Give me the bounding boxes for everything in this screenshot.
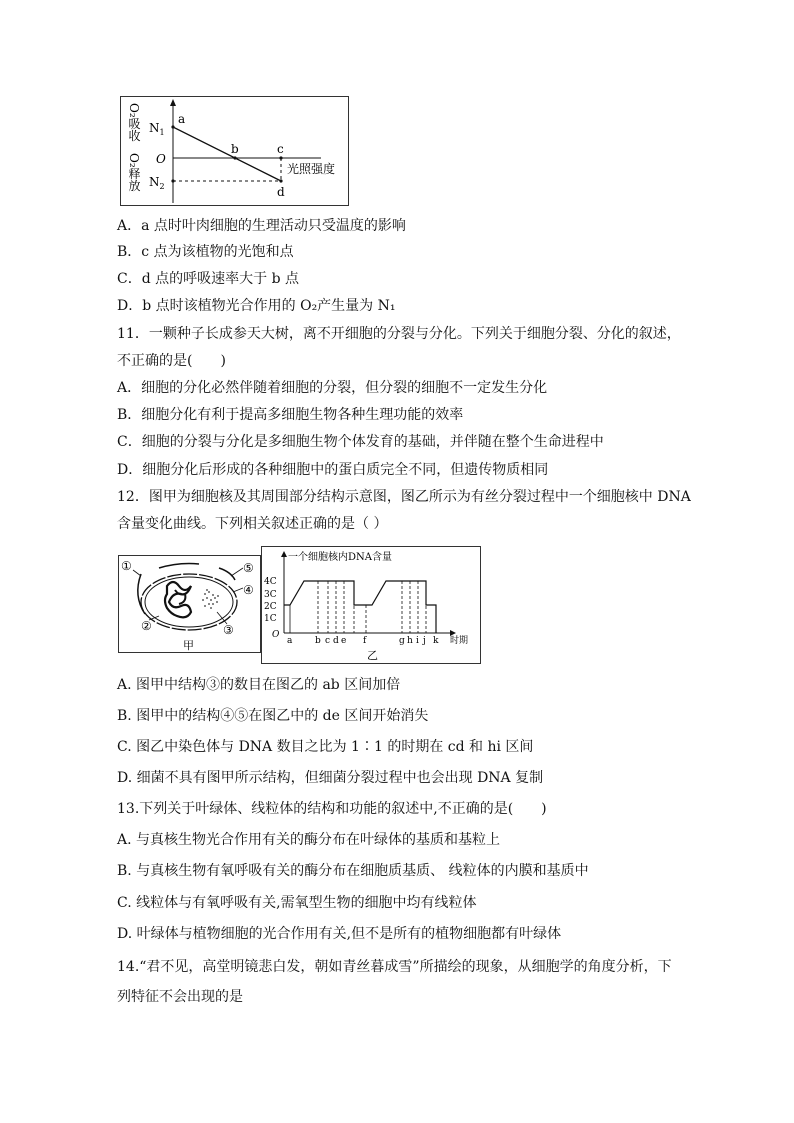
q12-option-c: C. 图乙中染色体与 DNA 数目之比为 1∶1 的时期在 cd 和 hi 区间 [117,739,534,755]
q11-option-a: A．细胞的分化必然伴随着细胞的分裂，但分裂的细胞不一定发生分化 [117,380,548,396]
q12-stem-line2: 含量变化曲线。下列相关叙述正确的是（ ） [117,516,388,532]
q14-stem-line1: 14.“君不见，高堂明镜悲白发，朝如青丝暮成雪”所描绘的现象，从细胞学的角度分析，下 [117,959,672,975]
caption-yi: 乙 [367,649,378,662]
point-n2 [171,179,174,182]
q13-option-b: B. 与真核生物有氧呼吸有关的酶分布在细胞质基质、 线粒体的内膜和基质中 [117,863,589,879]
xletter-d: d [333,636,339,646]
label-a: a [178,112,186,126]
ytick-4c: 4C [264,577,277,587]
label-origin: O [156,152,166,166]
xletter-c: c [325,636,331,646]
caption-jia: 甲 [183,639,194,652]
ytick-1c: 1C [264,614,277,624]
dna-content-svg [262,547,480,663]
label-n1: $N_1$ [149,121,165,137]
q11-option-d: D．细胞分化后形成的各种细胞中的蛋白质完全不同，但遗传物质相同 [117,462,549,478]
label-1: ① [121,559,132,573]
q11-stem-line2: 不正确的是( ) [117,353,226,369]
point-d [279,179,282,182]
dna-x-label: 时期 [450,636,469,646]
xletter-h: h [407,636,413,646]
o2-curve [173,127,281,181]
label-n2: $N_2$ [149,175,165,191]
q12-option-b: B. 图甲中的结构④⑤在图乙中的 de 区间开始消失 [117,708,429,724]
q10-option-a: A．a 点时叶肉细胞的生理活动只受温度的影响 [117,218,406,234]
q10-option-c: C．d 点的呼吸速率大于 b 点 [117,271,299,287]
point-c [279,156,282,159]
q12-stem-line1: 12．图甲为细胞核及其周围部分结构示意图，图乙所示为有丝分裂过程中一个细胞核中 DNA [117,489,691,505]
y-axis-arrow [170,99,176,106]
y-axis-label-group [127,103,141,192]
q10-option-b: B．c 点为该植物的光饱和点 [117,244,294,260]
dna-content-graph [261,546,481,664]
xletter-i: i [416,636,419,646]
dna-origin: O [272,630,280,640]
q11-option-b: B．细胞分化有利于提高多细胞生物各种生理功能的效率 [117,407,464,423]
xletter-b: b [315,636,321,646]
nucleus-svg [119,556,260,652]
y-label-release: O₂释放 [127,153,141,192]
ytick-2c: 2C [264,602,277,612]
q11-stem-line1: 11．一颗种子长成参天大树，离不开细胞的分裂与分化。下列关于细胞分裂、分化的叙述， [117,326,681,342]
graph-title: 一个细胞核内DNA含量 [288,552,392,563]
xletter-f: f [363,636,367,646]
nucleus-diagram [118,555,261,653]
q13-option-a: A. 与真核生物光合作用有关的酶分布在叶绿体的基质和基粒上 [117,832,501,848]
label-d: d [277,185,285,199]
x-axis-label: 光照强度 [287,162,336,176]
oxygen-light-graph [120,96,349,206]
ytick-3c: 3C [264,590,277,600]
dna-curve [284,581,436,633]
xletter-e: e [341,636,347,646]
q12-option-a: A. 图甲中结构③的数目在图乙的 ab 区间加倍 [117,677,401,693]
label-3: ③ [223,623,234,637]
q13-stem: 13.下列关于叶绿体、线粒体的结构和功能的叙述中,不正确的是( ) [117,801,547,817]
label-c: c [277,142,284,156]
label-2: ② [141,619,152,633]
q14-stem-line2: 列特征不会出现的是 [117,989,243,1005]
q13-option-c: C. 线粒体与有氧呼吸有关,需氧型生物的细胞中均有线粒体 [117,895,477,911]
q11-option-c: C．细胞的分裂与分化是多细胞生物个体发育的基础，并伴随在整个生命进程中 [117,434,604,450]
xletter-j: j [423,636,426,646]
label-4: ④ [243,583,254,597]
point-a [171,125,174,128]
q13-option-d: D. 叶绿体与植物细胞的光合作用有关,但不是所有的植物细胞都有叶绿体 [117,926,562,942]
y-label-absorb: O₂吸收 [127,103,141,142]
oxygen-light-svg [121,97,348,205]
xletter-k: k [433,636,439,646]
point-b [233,156,236,159]
label-b: b [231,142,239,156]
q12-option-d: D. 细菌不具有图甲所示结构，但细菌分裂过程中也会出现 DNA 复制 [117,770,544,786]
q10-option-d: D．b 点时该植物光合作用的 O₂产生量为 N₁ [117,298,396,314]
label-5: ⑤ [243,561,254,575]
xletter-g: g [399,636,405,646]
xletter-a: a [287,636,293,646]
